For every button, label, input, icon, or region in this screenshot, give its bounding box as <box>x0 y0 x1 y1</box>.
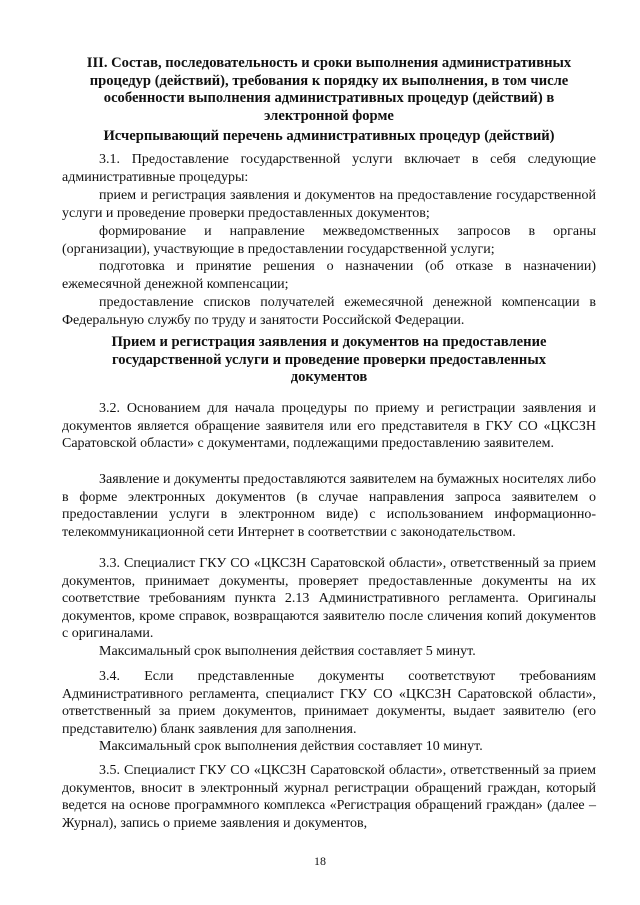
paragraph-3-5: 3.5. Специалист ГКУ СО «ЦКСЗН Саратовской области», ответственный за прием документов, вносит в электронный журнал регистрации обращений граждан, который ведется на основе программного комплекса «Регистрация обращений граждан» (далее – Журнал), запись о приеме заявления и документов, <box>62 763 596 831</box>
reception-title: Прием и регистрация заявления и документов на предоставление государственной услуги и проведение проверки предоставленных документов <box>111 334 547 386</box>
paragraph-time-5: Максимальный срок выполнения действия составляет 5 минут. <box>99 644 476 659</box>
exhaustive-list-title: Исчерпывающий перечень административных процедур (действий) <box>103 128 555 144</box>
paragraph-time-10: Максимальный срок выполнения действия составляет 10 минут. <box>99 739 483 754</box>
paragraph-3-2: 3.2. Основанием для начала процедуры по приему и регистрации заявления и документов является обращение заявителя или его представителя в ГКУ СО «ЦКСЗН Саратовской области» с документами, подлежащими предоставлению заявителем. <box>62 401 596 452</box>
paragraph-3-1: 3.1. Предоставление государственной услуги включает в себя следующие административные процедуры: <box>62 152 596 185</box>
paragraph-3-3: 3.3. Специалист ГКУ СО «ЦКСЗН Саратовской области», ответственный за прием документов, принимает документы, проверяет предоставленные документы на их соответствие требованиям пункта 2.13 Административного регламента. Оригиналы документов, кроме справок, возвращаются заявителю после сличения копий документов с оригиналами. <box>62 556 596 642</box>
paragraph-list-item-3: подготовка и принятие решения о назначении (об отказе в назначении) ежемесячной денежной компенсации; <box>62 259 596 292</box>
paragraph-list-item-2: формирование и направление межведомственных запросов в органы (организации), участвующие в предоставлении государственной услуги; <box>62 224 596 257</box>
paragraph-documents: Заявление и документы предоставляются заявителем на бумажных носителях либо в форме электронных документов (в случае направления запроса заявителем о предоставлении услуги в электронном виде) с использованием информационно-телекоммуникационной сети Интернет в соответствии с законодательством. <box>62 472 596 540</box>
paragraph-3-4: 3.4. Если представленные документы соответствуют требованиям Административного регламента, специалист ГКУ СО «ЦКСЗН Саратовской области», ответственный за прием документов, принимает документы, выдает заявителю (его представителю) бланк заявления для заполнения. <box>62 669 596 737</box>
paragraph-list-item-4: предоставление списков получателей ежемесячной денежной компенсации в Федеральную службу по труду и занятости Российской Федерации. <box>62 295 596 328</box>
page-number: 18 <box>314 854 326 868</box>
paragraph-list-item-1: прием и регистрация заявления и документов на предоставление государственной услуги и проведение проверки предоставленных документов; <box>62 188 596 221</box>
section-title: III. Состав, последовательность и сроки выполнения административных процедур (действий), требования к порядку их выполнения, в том числе особенности выполнения административных процедур (действий) в электронной форме <box>86 55 572 124</box>
